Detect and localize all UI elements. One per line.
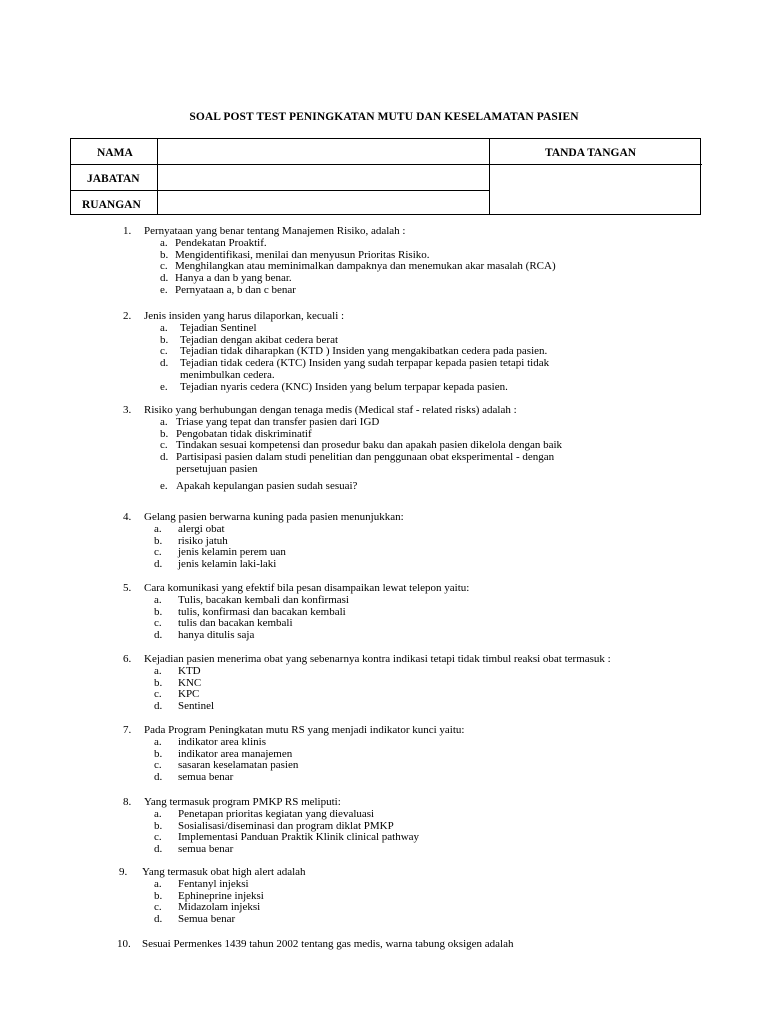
option-letter: b.: [160, 427, 169, 440]
question-text: Jenis insiden yang harus dilaporkan, kecuali :: [144, 310, 345, 322]
option-letter: c.: [154, 759, 162, 772]
question-number: 10.: [117, 938, 131, 950]
option-letter: d.: [154, 843, 163, 856]
option-text: Implementasi Panduan Praktik Klinik clinical pathway: [178, 831, 420, 844]
option-letter: c.: [160, 345, 168, 358]
option-text: indikator area manajemen: [178, 747, 293, 760]
option-letter: c.: [154, 688, 162, 701]
option-text: Menghilangkan atau meminimalkan dampaknya dan menemukan akar masalah (RCA): [175, 260, 556, 273]
option-text-continued: menimbulkan cedera.: [180, 369, 275, 381]
option-text: risiko jatuh: [178, 534, 228, 547]
option-text: Tindakan sesuai kompetensi dan prosedur baku dan apakah pasien dikelola dengan baik: [176, 439, 563, 452]
option-text: semua benar: [178, 771, 234, 784]
option-letter: e.: [160, 479, 168, 492]
option-text: Triase yang tepat dan transfer pasien dari IGD: [176, 415, 380, 428]
option-letter: d.: [160, 357, 169, 370]
option-letter: b.: [154, 889, 163, 902]
option-letter: d.: [154, 700, 163, 713]
ruangan-label: RUANGAN: [82, 199, 141, 211]
question-text: Pada Program Peningkatan mutu RS yang menjadi indikator kunci yaitu:: [144, 724, 465, 736]
nama-label: NAMA: [97, 147, 133, 159]
option-text: Tejadian tidak cedera (KTC) Insiden yang sudah terpapar kepada pasien tetapi tidak: [180, 357, 550, 370]
option-text: Ephineprine injeksi: [178, 889, 264, 902]
option-letter: a.: [154, 807, 162, 820]
question-text: Pernyataan yang benar tentang Manajemen Risiko, adalah :: [144, 225, 406, 237]
option-letter: e.: [160, 380, 168, 393]
option-text: alergi obat: [178, 522, 225, 535]
option-text: KTD: [178, 664, 201, 677]
question-number: 5.: [123, 582, 132, 594]
option-text: Hanya a dan b yang benar.: [175, 272, 292, 285]
option-letter: d.: [154, 771, 163, 784]
option-letter: b.: [154, 605, 163, 618]
option-letter: b.: [160, 248, 169, 261]
option-text: Tejadian tidak diharapkan (KTD ) Insiden yang mengakibatkan cedera pada pasien.: [180, 345, 548, 358]
option-text: Fentanyl injeksi: [178, 877, 249, 890]
option-text: Tulis, bacakan kembali dan konfirmasi: [178, 593, 349, 606]
option-text: semua benar: [178, 843, 234, 856]
option-text: Sentinel: [178, 700, 215, 713]
question-number: 1.: [123, 225, 132, 237]
option-letter: c.: [160, 260, 168, 273]
question-number: 3.: [123, 404, 132, 416]
option-text: KNC: [178, 676, 202, 689]
option-text: Mengidentifikasi, menilai dan menyusun Prioritas Risiko.: [175, 248, 430, 261]
question-number: 6.: [123, 653, 132, 665]
nama-field[interactable]: [158, 139, 489, 164]
option-letter: b.: [154, 747, 163, 760]
option-text: tulis, konfirmasi dan bacakan kembali: [178, 605, 346, 618]
option-letter: b.: [154, 676, 163, 689]
question-text: Yang termasuk program PMKP RS meliputi:: [144, 796, 341, 808]
option-letter: b.: [160, 333, 169, 346]
option-letter: a.: [154, 664, 162, 677]
option-letter: d.: [154, 629, 163, 642]
option-text: indikator area klinis: [178, 735, 266, 748]
option-text: Partisipasi pasien dalam studi penelitian dan penggunaan obat eksperimental - dengan: [176, 451, 555, 464]
question-text: Cara komunikasi yang efektif bila pesan disampaikan lewat telepon yaitu:: [144, 582, 470, 594]
question-number: 4.: [123, 511, 132, 523]
option-text: hanya ditulis saja: [178, 629, 255, 642]
option-text: Midazolam injeksi: [178, 901, 261, 914]
option-text: tulis dan bacakan kembali: [178, 617, 293, 630]
question-number: 7.: [123, 724, 132, 736]
option-letter: a.: [160, 321, 168, 334]
option-letter: a.: [154, 735, 162, 748]
tanda-tangan-label: TANDA TANGAN: [545, 147, 637, 159]
question-text: Risiko yang berhubungan dengan tenaga medis (Medical staf - related risks) adalah :: [144, 404, 517, 416]
option-letter: c.: [160, 439, 168, 452]
option-letter: a.: [154, 593, 162, 606]
option-text: jenis kelamin perem uan: [178, 546, 286, 559]
option-letter: c.: [154, 831, 162, 844]
option-letter: c.: [154, 617, 162, 630]
option-text: Pernyataan a, b dan c benar: [175, 284, 296, 296]
option-letter: b.: [154, 534, 163, 547]
option-text: Tejadian nyaris cedera (KNC) Insiden yang belum terpapar kepada pasien.: [180, 380, 508, 393]
jabatan-label: JABATAN: [87, 173, 140, 185]
option-text-continued: persetujuan pasien: [176, 463, 258, 475]
option-letter: a.: [160, 415, 168, 428]
option-letter: d.: [160, 451, 169, 464]
option-text: KPC: [178, 688, 200, 701]
option-letter: a.: [154, 522, 162, 535]
jabatan-field[interactable]: [158, 165, 489, 190]
identity-form-table: [70, 138, 701, 215]
option-letter: e.: [160, 284, 168, 296]
signature-field[interactable]: [490, 165, 701, 215]
option-letter: d.: [154, 558, 163, 571]
question-number: 9.: [119, 866, 128, 878]
page-title: SOAL POST TEST PENINGKATAN MUTU DAN KESELAMATAN PASIEN: [189, 111, 579, 123]
option-letter: c.: [154, 546, 162, 559]
option-text: Tejadian Sentinel: [180, 321, 257, 334]
question-text: Kejadian pasien menerima obat yang sebenarnya kontra indikasi tetapi tidak timbul reaksi obat termasuk :: [144, 653, 611, 665]
option-text: jenis kelamin laki-laki: [178, 558, 277, 571]
option-text: sasaran keselamatan pasien: [178, 759, 299, 772]
question-text: Gelang pasien berwarna kuning pada pasien menunjukkan:: [144, 511, 404, 523]
option-text: Apakah kepulangan pasien sudah sesuai?: [176, 479, 358, 492]
question-number: 2.: [123, 310, 132, 322]
option-text: Pengobatan tidak diskriminatif: [176, 427, 312, 440]
ruangan-field[interactable]: [158, 191, 489, 215]
option-text: Tejadian dengan akibat cedera berat: [180, 333, 339, 346]
option-letter: d.: [160, 272, 169, 285]
option-letter: c.: [154, 901, 162, 914]
option-text: Pendekatan Proaktif.: [175, 236, 267, 249]
option-text: Sosialisasi/diseminasi dan program diklat PMKP: [178, 819, 394, 832]
option-text: Penetapan prioritas kegiatan yang dievaluasi: [178, 807, 375, 820]
option-letter: d.: [154, 913, 163, 926]
option-letter: b.: [154, 819, 163, 832]
question-text: Sesuai Permenkes 1439 tahun 2002 tentang gas medis, warna tabung oksigen adalah: [142, 938, 514, 950]
question-text: Yang termasuk obat high alert adalah: [142, 866, 306, 878]
option-letter: a.: [160, 236, 168, 249]
option-letter: a.: [154, 877, 162, 890]
option-text: Semua benar: [178, 913, 236, 926]
question-number: 8.: [123, 796, 132, 808]
